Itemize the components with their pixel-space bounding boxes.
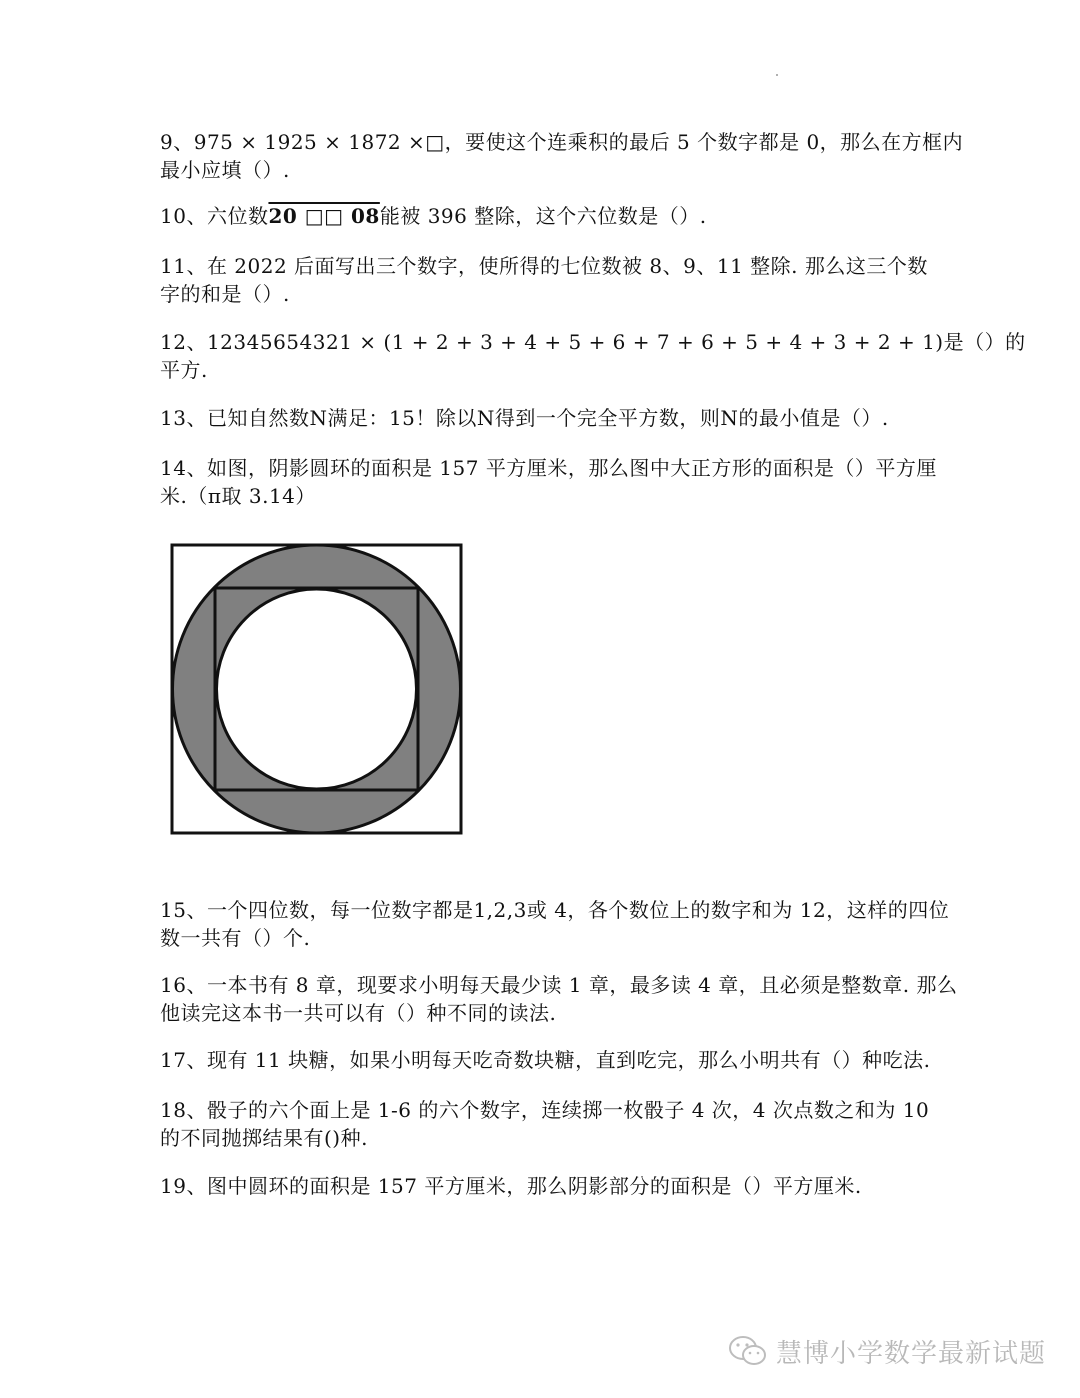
question-10-overlined-number: 20 □□ 08: [268, 204, 380, 228]
question-17: [160, 1046, 930, 1074]
annulus-square-figure: [170, 543, 463, 835]
question-10: [160, 202, 930, 230]
question-15-line-1: 15、一个四位数，每一位数字都是1,2,3或 4，各个数位上的数字和为 12，这样的四位: [160, 898, 950, 922]
question-16-line-1: 16、一本书有 8 章，现要求小明每天最少读 1 章，最多读 4 章，且必须是整数章. 那么: [160, 973, 958, 997]
scan-dot: [776, 74, 778, 76]
question-16: [160, 971, 958, 1027]
question-19-line-1: 19、图中圆环的面积是 157 平方厘米，那么阴影部分的面积是（）平方厘米.: [160, 1174, 862, 1198]
question-17-line-1: 17、现有 11 块糖，如果小明每天吃奇数块糖，直到吃完，那么小明共有（）种吃法.: [160, 1048, 931, 1072]
wechat-icon: [728, 1334, 768, 1368]
question-19: [160, 1172, 930, 1200]
question-18-line-2: 的不同抛掷结果有()种.: [160, 1126, 368, 1150]
question-12-line-1: 12、12345654321 × (1 + 2 + 3 + 4 + 5 + 6 + 7 + 6 + 5 + 4 + 3 + 2 + 1)是（）的: [160, 330, 1026, 354]
question-11-line-1: 11、在 2022 后面写出三个数字，使所得的七位数被 8、9、11 整除. 那么这三个数: [160, 254, 928, 278]
question-9-line-2: 最小应填（）.: [160, 158, 290, 182]
question-12: [160, 328, 1026, 384]
question-16-line-2: 他读完这本书一共可以有（）种不同的读法.: [160, 1001, 557, 1025]
question-10-suffix: 能被 396 整除，这个六位数是（）.: [379, 204, 707, 228]
question-15: [160, 896, 950, 952]
question-9: [160, 128, 964, 184]
question-18: [160, 1096, 930, 1152]
question-13: [160, 404, 930, 432]
question-9-line-1: 9、975 × 1925 × 1872 ×□，要使这个连乘积的最后 5 个数字都是 0，那么在方框内: [160, 130, 964, 154]
question-13-line-1: 13、已知自然数N满足：15！除以N得到一个完全平方数，则N的最小值是（）.: [160, 406, 889, 430]
question-12-line-2: 平方.: [160, 358, 208, 382]
question-18-line-1: 18、骰子的六个面上是 1-6 的六个数字，连续掷一枚骰子 4 次，4 次点数之和为 10: [160, 1098, 930, 1122]
question-11-line-2: 字的和是（）.: [160, 282, 290, 306]
watermark-text: 慧博小学数学最新试题: [775, 1338, 1046, 1369]
question-14-line-1: 14、如图，阴影圆环的面积是 157 平方厘米，那么图中大正方形的面积是（）平方厘: [160, 456, 937, 480]
question-15-line-2: 数一共有（）个.: [160, 926, 311, 950]
inner-circle: [217, 589, 417, 789]
question-10-line: [160, 202, 930, 230]
watermark: [728, 1331, 1046, 1371]
question-14: [160, 454, 937, 510]
question-10-prefix: 10、六位数: [160, 204, 269, 228]
question-11: [160, 252, 930, 308]
question-14-line-2: 米.（π取 3.14）: [160, 484, 316, 508]
